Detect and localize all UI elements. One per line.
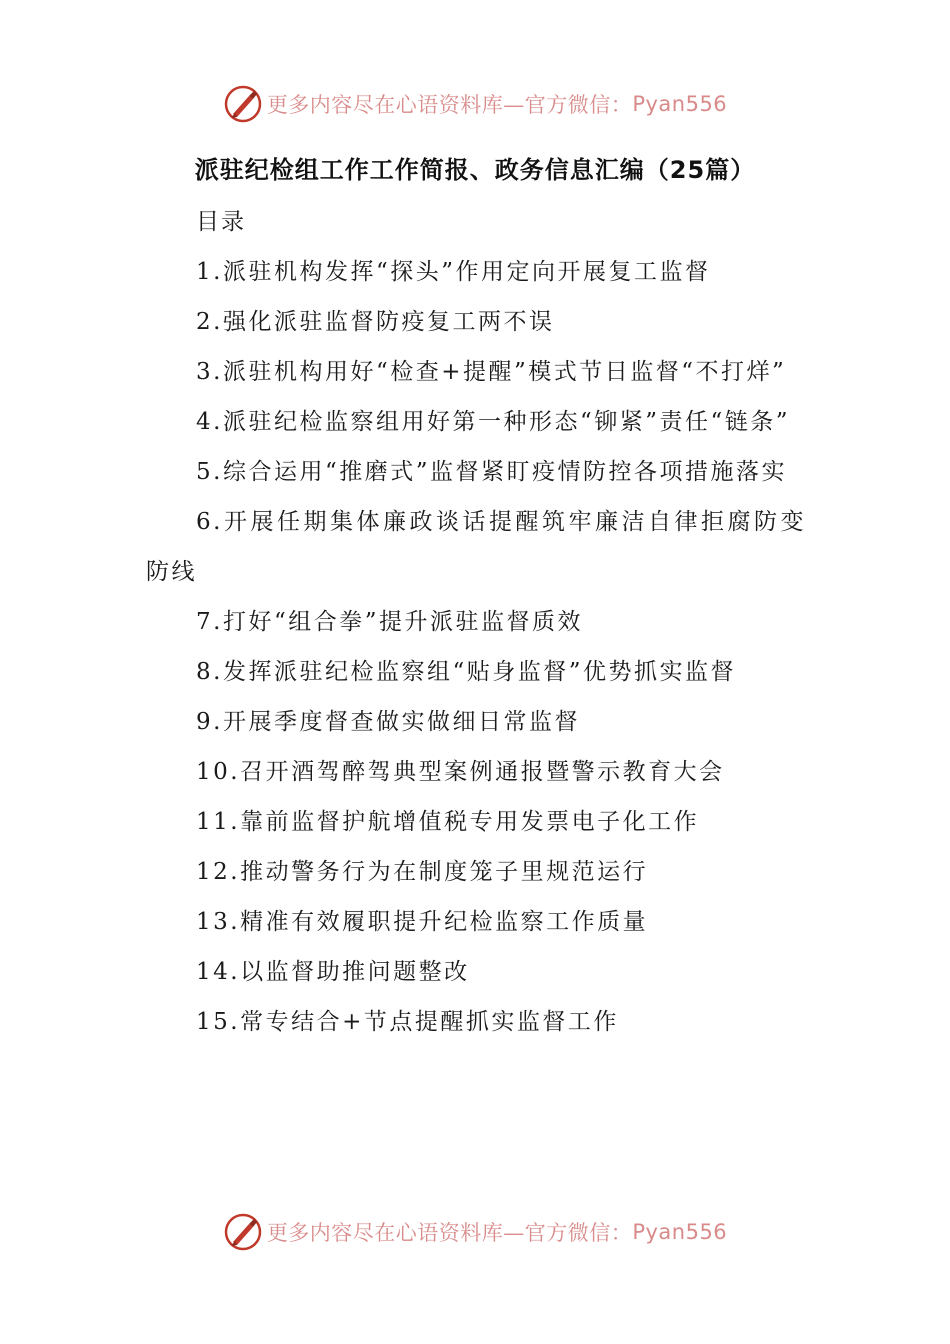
toc-item: 5.综合运用“推磨式”监督紧盯疫情防控各项措施落实 [196,459,787,485]
toc-item: 13.精准有效履职提升纪检监察工作质量 [196,909,649,935]
table-of-contents [146,197,806,1047]
toc-item: 11.靠前监督护航增值税专用发票电子化工作 [196,809,700,835]
watermark-text: 更多内容尽在心语资料库—官方微信： [266,1221,633,1245]
pen-logo-icon [223,1212,263,1252]
toc-list [146,247,806,1047]
toc-item: 4.派驻纪检监察组用好第一种形态“铆紧”责任“链条” [196,409,790,435]
watermark-banner-top [0,82,950,126]
toc-item: 9.开展季度督查做实做细日常监督 [196,709,580,735]
toc-heading: 目录 [196,209,246,235]
document-title: 派驻纪检组工作工作简报、政务信息汇编（25篇） [194,156,756,184]
watermark-text: 更多内容尽在心语资料库—官方微信： [266,93,633,117]
toc-item: 6.开展任期集体廉政谈话提醒筑牢廉洁自律拒腐防变防线 [146,509,806,585]
watermark-wechat-id: Pyan556 [632,92,728,116]
toc-item: 15.常专结合+节点提醒抓实监督工作 [196,1009,619,1035]
watermark-banner-bottom [0,1210,950,1254]
toc-item: 8.发挥派驻纪检监察组“贴身监督”优势抓实监督 [196,659,736,685]
toc-item: 12.推动警务行为在制度笼子里规范运行 [196,859,649,885]
toc-item: 7.打好“组合拳”提升派驻监督质效 [196,609,583,635]
toc-item: 1.派驻机构发挥“探头”作用定向开展复工监督 [196,259,711,285]
toc-item: 10.召开酒驾醉驾典型案例通报暨警示教育大会 [196,759,725,785]
pen-logo-icon [223,84,263,124]
toc-item: 3.派驻机构用好“检查+提醒”模式节日监督“不打烊” [196,359,787,385]
toc-item: 14.以监督助推问题整改 [196,959,470,985]
watermark-wechat-id: Pyan556 [632,1220,728,1244]
toc-item: 2.强化派驻监督防疫复工两不误 [196,309,555,335]
